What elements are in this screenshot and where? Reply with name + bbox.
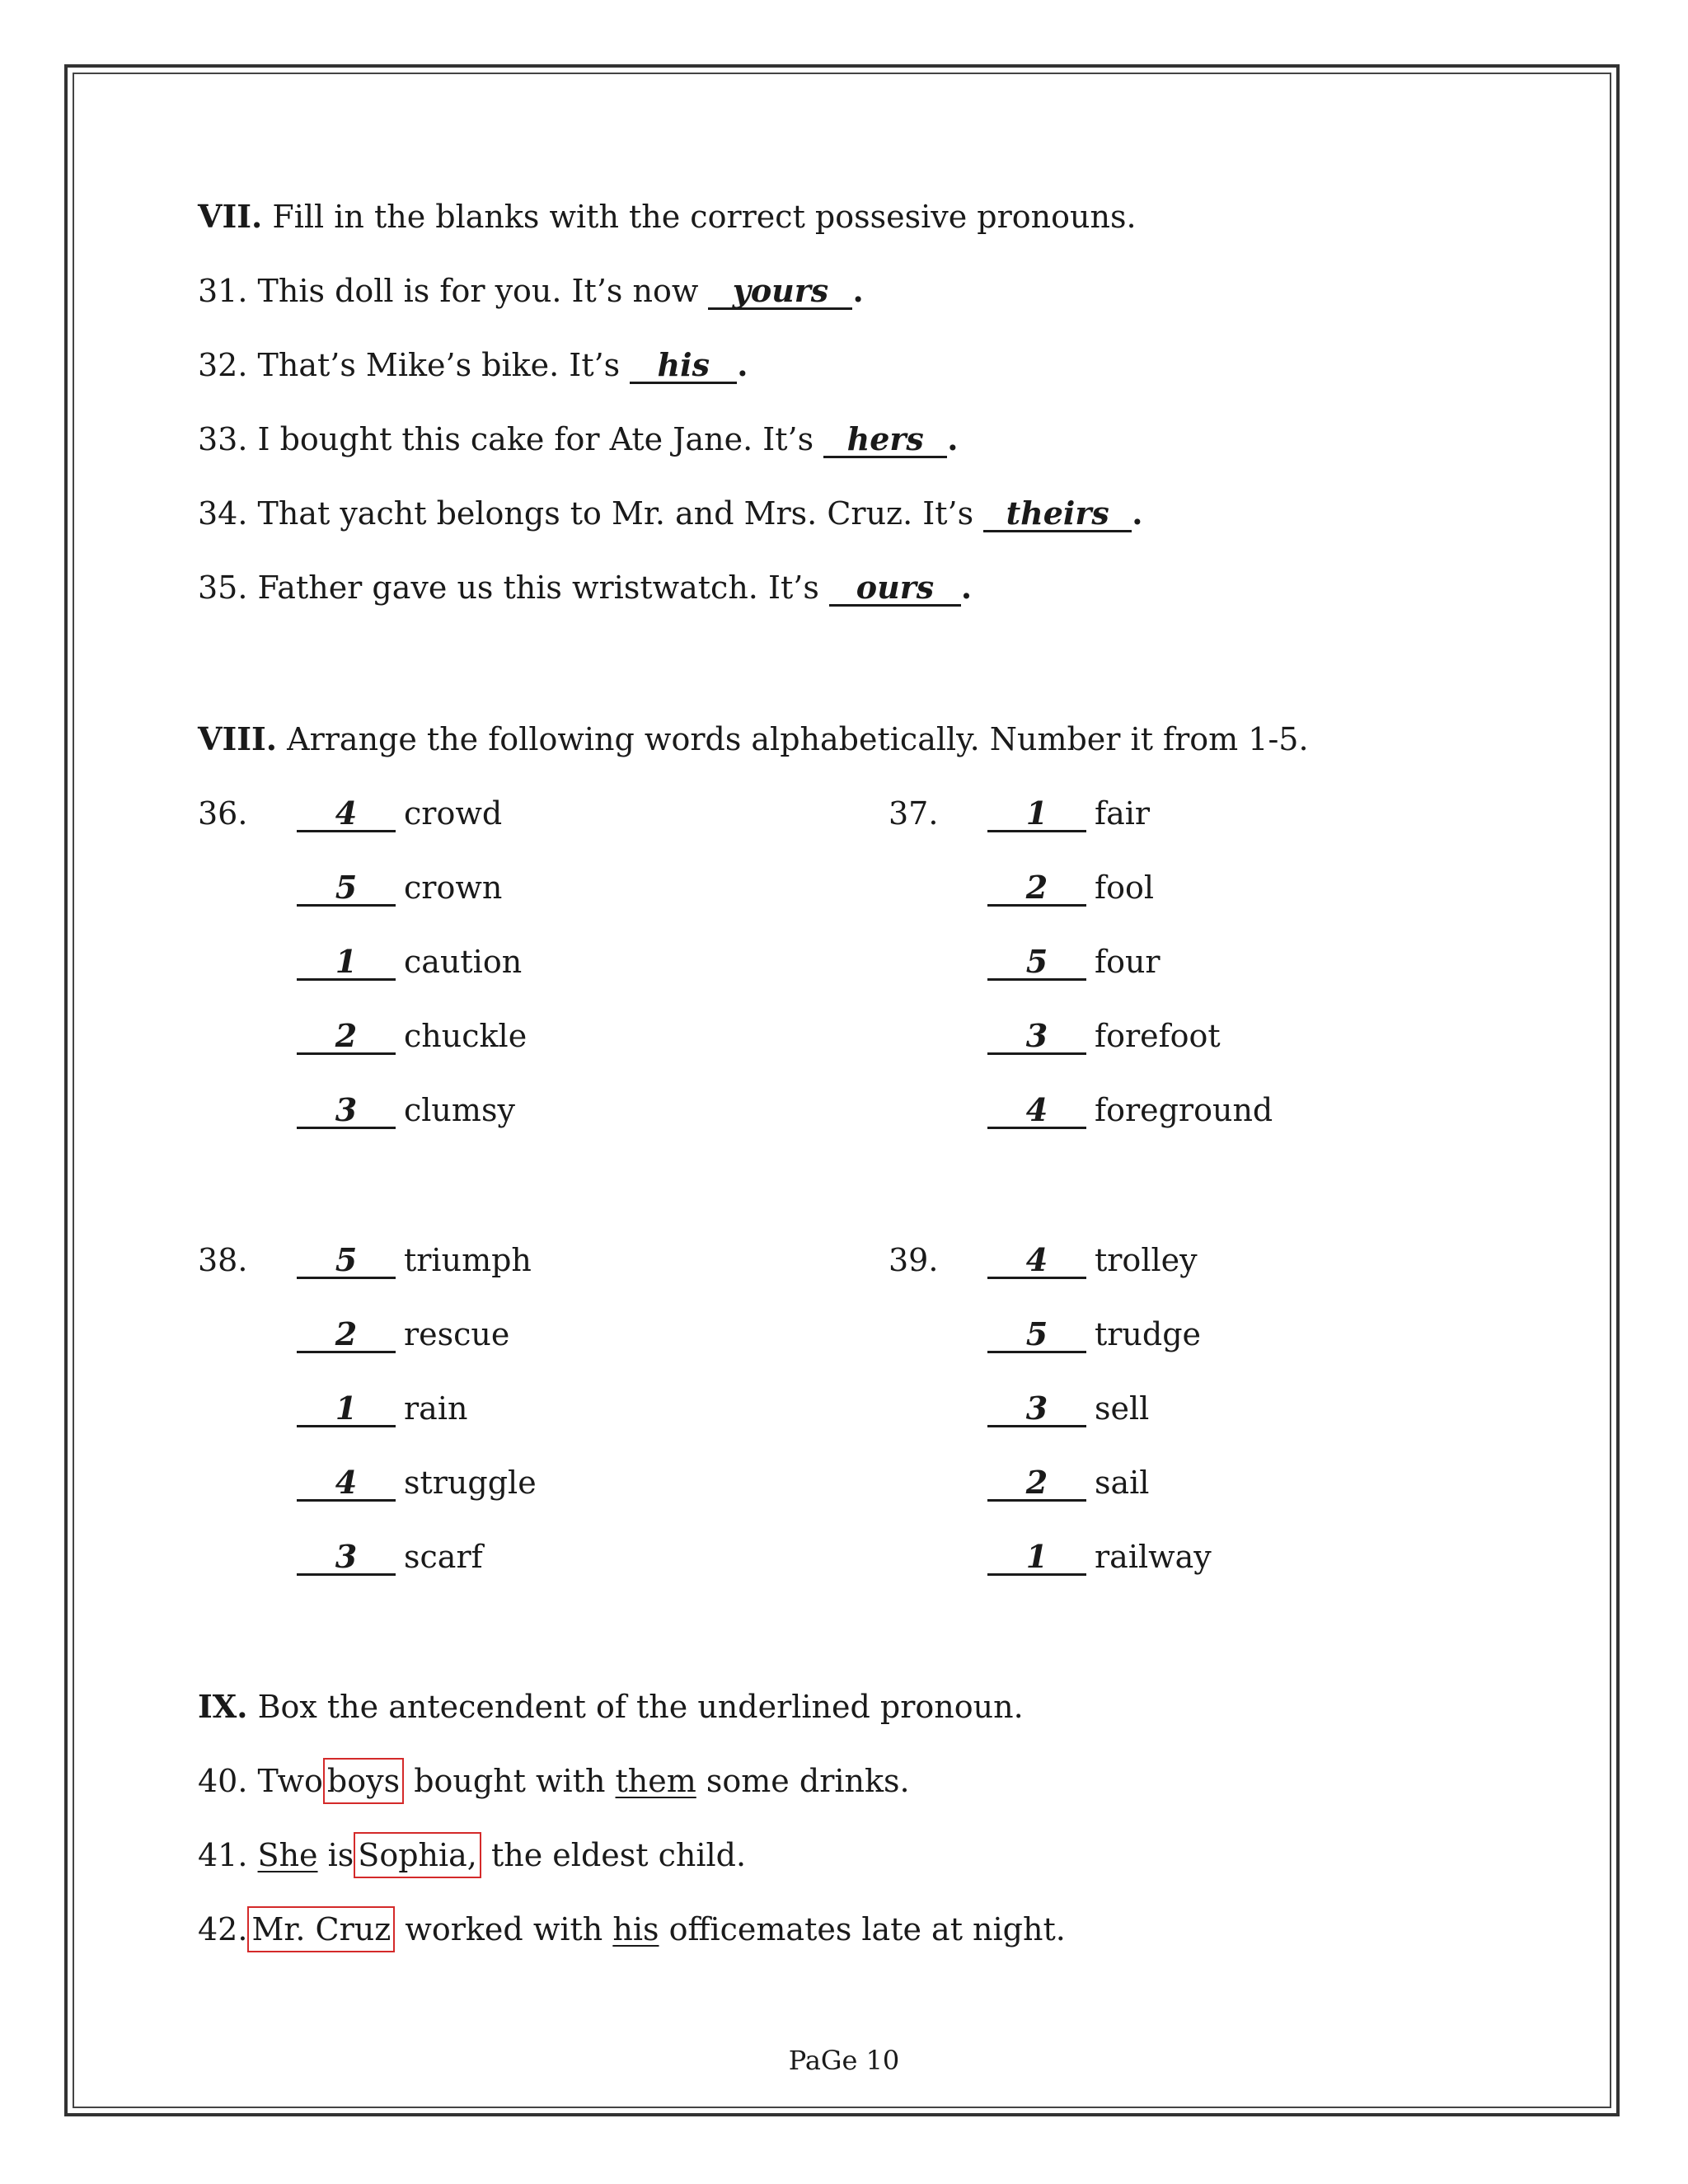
question-32 [198, 344, 748, 386]
word-item [297, 1388, 467, 1429]
word-item [987, 867, 1154, 908]
question-34 [198, 493, 1142, 534]
word: railway [1095, 1539, 1212, 1575]
section-viii-heading [198, 719, 1309, 760]
section-number: VII. [198, 198, 263, 235]
word-item [297, 1090, 515, 1131]
section-instruction: Box the antecendent of the underlined pronoun. [257, 1689, 1024, 1725]
underlined-pronoun: them [615, 1763, 696, 1799]
word: clumsy [404, 1092, 515, 1128]
answer-blank: 2 [987, 871, 1086, 907]
word: trudge [1095, 1316, 1202, 1352]
word: fool [1095, 869, 1154, 906]
sentence-part: officemates late at night. [668, 1911, 1066, 1947]
answer-blank: hers [823, 423, 947, 458]
answer-blank: 5 [297, 871, 396, 907]
question-31 [198, 270, 864, 312]
sentence-part: is [327, 1837, 354, 1873]
answer-blank: 1 [987, 1540, 1086, 1576]
word: rescue [404, 1316, 510, 1352]
word: scarf [404, 1539, 483, 1575]
word-item [987, 941, 1160, 982]
question-text: 31. This doll is for you. It’s now [198, 273, 699, 309]
word-item [987, 1240, 1198, 1281]
word: four [1095, 944, 1160, 980]
word: triumph [404, 1242, 532, 1278]
section-number: VIII. [198, 720, 278, 757]
word: sail [1095, 1465, 1150, 1501]
question-text: 32. That’s Mike’s bike. It’s [198, 347, 621, 383]
answer-blank: 2 [297, 1318, 396, 1353]
word: chuckle [404, 1018, 528, 1054]
answer-blank: 5 [987, 1318, 1086, 1353]
section-vii-heading [198, 196, 1137, 237]
sentence-part: worked with [405, 1911, 603, 1947]
word-item [987, 1314, 1201, 1355]
word-item [987, 1388, 1149, 1429]
word-item [297, 1240, 532, 1281]
sentence-part: the eldest child. [490, 1837, 747, 1873]
word-item [297, 793, 502, 834]
section-number: IX. [198, 1688, 248, 1725]
question-42 [198, 1909, 1066, 1950]
sentence-part: 42. [198, 1911, 248, 1947]
answer-blank: 3 [987, 1392, 1086, 1427]
punctuation: . [1132, 494, 1143, 532]
question-text: 35. Father gave us this wristwatch. It’s [198, 569, 819, 606]
word: sell [1095, 1390, 1150, 1427]
answer-blank: theirs [983, 497, 1132, 532]
question-41 [198, 1835, 746, 1876]
answer-blank: 4 [987, 1244, 1086, 1279]
answer-blank: 1 [297, 945, 396, 981]
word-item [297, 941, 522, 982]
question-35 [198, 567, 972, 608]
underlined-pronoun: She [257, 1837, 318, 1873]
answer-blank: 4 [297, 797, 396, 832]
section-ix-heading [198, 1686, 1024, 1727]
word: caution [404, 944, 523, 980]
question-text: 33. I bought this cake for Ate Jane. It’s [198, 421, 814, 457]
antecedent-box: Mr. Cruz [247, 1906, 395, 1952]
answer-blank: 1 [987, 797, 1086, 832]
word: fair [1095, 795, 1151, 832]
word-item [987, 793, 1150, 834]
answer-blank: 4 [297, 1466, 396, 1502]
word: crowd [404, 795, 503, 832]
word-item [297, 1314, 509, 1355]
answer-blank: 5 [297, 1244, 396, 1279]
question-text: 34. That yacht belongs to Mr. and Mrs. Cruz. It’s [198, 495, 974, 532]
antecedent-box: boys [323, 1758, 404, 1804]
punctuation: . [960, 569, 973, 606]
section-instruction: Fill in the blanks with the correct possesive pronouns. [272, 199, 1137, 235]
punctuation: . [852, 272, 864, 309]
word-item [297, 1462, 537, 1503]
answer-blank: 4 [987, 1094, 1086, 1129]
question-33 [198, 419, 958, 460]
word-item [297, 867, 502, 908]
section-instruction: Arrange the following words alphabetically. Number it from 1-5. [287, 721, 1309, 757]
answer-blank: 3 [987, 1019, 1086, 1055]
sentence-part: 41. [198, 1837, 248, 1873]
word: rain [404, 1390, 468, 1427]
group-number-36: 36. [198, 795, 248, 832]
group-number-39: 39. [889, 1242, 939, 1278]
word-item [987, 1462, 1149, 1503]
word: struggle [404, 1465, 537, 1501]
page-number: PaGe 10 [788, 2045, 900, 2076]
question-40 [198, 1760, 910, 1802]
antecedent-box: Sophia, [354, 1832, 481, 1878]
group-number-37: 37. [889, 795, 939, 832]
sentence-part: 40. Two [198, 1763, 323, 1799]
answer-blank: ours [829, 571, 961, 607]
answer-blank: 5 [987, 945, 1086, 981]
sentence-part: some drinks. [706, 1763, 910, 1799]
word: crown [404, 869, 503, 906]
answer-blank: 2 [987, 1466, 1086, 1502]
word: foreground [1095, 1092, 1273, 1128]
word-item [987, 1015, 1221, 1057]
word-item [987, 1090, 1273, 1131]
punctuation: . [737, 346, 748, 383]
word-item [987, 1536, 1212, 1577]
answer-blank: 1 [297, 1392, 396, 1427]
underlined-pronoun: his [612, 1911, 659, 1947]
punctuation: . [947, 420, 959, 457]
answer-blank: yours [708, 274, 852, 310]
answer-blank: his [630, 349, 737, 384]
answer-blank: 3 [297, 1540, 396, 1576]
word: forefoot [1095, 1018, 1221, 1054]
word: trolley [1095, 1242, 1198, 1278]
word-item [297, 1015, 527, 1057]
sentence-part: bought with [414, 1763, 606, 1799]
word-item [297, 1536, 483, 1577]
group-number-38: 38. [198, 1242, 248, 1278]
answer-blank: 3 [297, 1094, 396, 1129]
answer-blank: 2 [297, 1019, 396, 1055]
